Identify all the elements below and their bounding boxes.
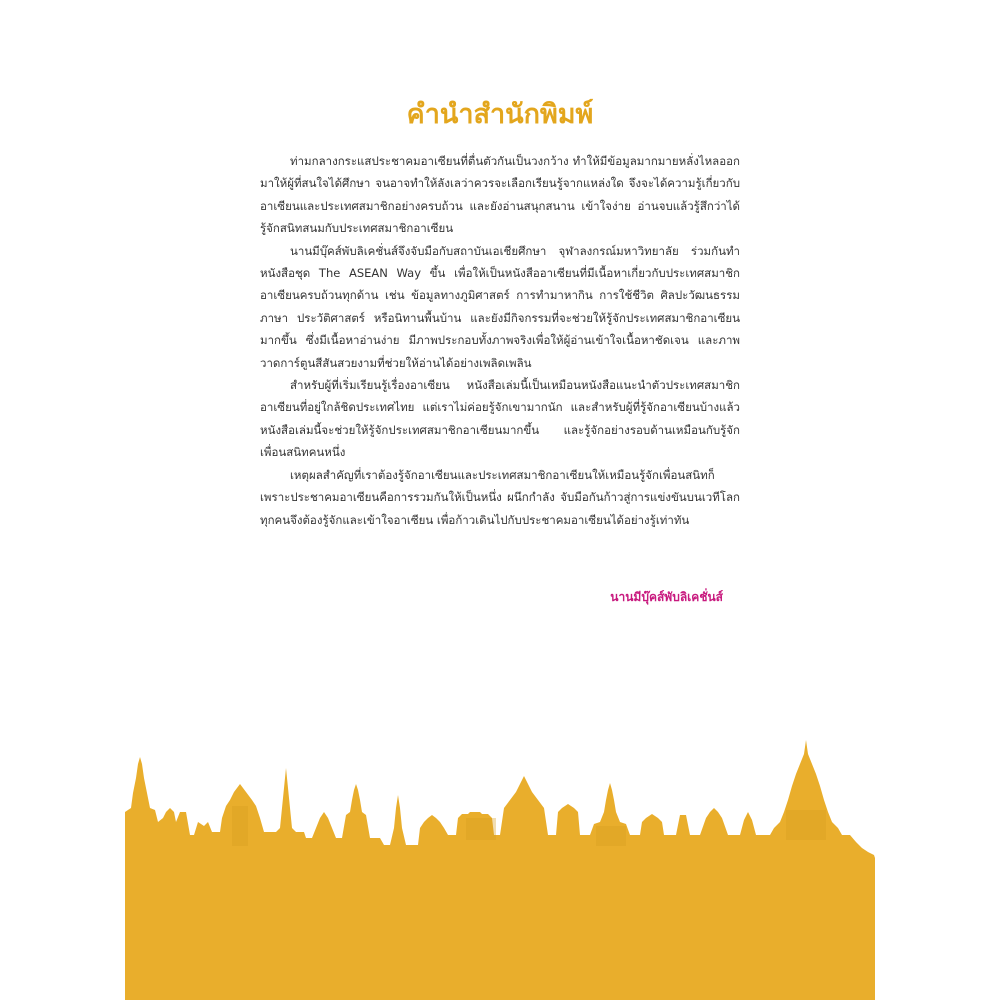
publisher-signature: นานมีบุ๊คส์พับลิเคชั่นส์ [610, 590, 723, 604]
paragraph-1: ท่ามกลางกระแสประชาคมอาเซียนที่ตื่นตัวกันเป็นวงกว้าง ทำให้มีข้อมูลมากมายหลั่งไหลออกมาให้ผู้ที่สนใจได้ศึกษา จนอาจทำให้ลังเลว่าควรจะเลือกเรียนรู้จากแหล่งใด จึงจะได้ความรู้เกี่ยวกับอาเซียนและประเทศสมาชิกอย่างครบถ้วน และยังอ่านสนุกสนาน เข้าใจง่าย อ่านจบแล้วรู้สึกว่าได้รู้จักสนิทสนมกับประเทศสมาชิกอาเซียน [260, 154, 740, 236]
paragraph-2: นานมีบุ๊คส์พับลิเคชั่นส์จึงจับมือกับสถาบันเอเชียศึกษา จุฬาลงกรณ์มหาวิทยาลัย ร่วมกันทำหนังสือชุด The ASEAN Way ขึ้น เพื่อให้เป็นหนังสืออาเซียนที่มีเนื้อหาเกี่ยวกับประเทศสมาชิกอาเซียนครบถ้วนทุกด้าน เช่น ข้อมูลทางภูมิศาสตร์ การทำมาหากิน การใช้ชีวิต ศิลปะวัฒนธรรม ภาษา ประวัติศาสตร์ หรือนิทานพื้นบ้าน และยังมีกิจกรรมที่จะช่วยให้รู้จักประเทศสมาชิกอาเซียนมากขึ้น ซึ่งมีเนื้อหาอ่านง่าย มีภาพประกอบทั้งภาพจริงเพื่อให้ผู้อ่านเข้าใจเนื้อหาชัดเจน และภาพวาดการ์ตูนสีสันสวยงามที่ช่วยให้อ่านได้อย่างเพลิดเพลิน [260, 243, 740, 370]
page-title: คำนำสำนักพิมพ์ [406, 99, 594, 130]
skyline-silhouette [125, 740, 875, 1000]
paragraph-3: สำหรับผู้ที่เริ่มเรียนรู้เรื่องอาเซียน หนังสือเล่มนี้เป็นเหมือนหนังสือแนะนำตัวประเทศสมาชิกอาเซียนที่อยู่ใกล้ชิดประเทศไทย แต่เราไม่ค่อยรู้จักเขามากนัก และสำหรับผู้ที่รู้จักอาเซียนบ้างแล้ว หนังสือเล่มนี้จะช่วยให้รู้จักประเทศสมาชิกอาเซียนมากขึ้น และรู้จักอย่างรอบด้านเหมือนกับรู้จักเพื่อนสนิทคนหนึ่ง [260, 378, 740, 460]
paragraph-4: เหตุผลสำคัญที่เราต้องรู้จักอาเซียนและประเทศสมาชิกอาเซียนให้เหมือนรู้จักเพื่อนสนิทก็เพราะประชาคมอาเซียนคือการรวมกันให้เป็นหนึ่ง ผนึกกำลัง จับมือกันก้าวสู่การแข่งขันบนเวทีโลก ทุกคนจึงต้องรู้จักและเข้าใจอาเซียน เพื่อก้าวเดินไปกับประชาคมอาเซียนได้อย่างรู้เท่าทัน [260, 467, 740, 527]
